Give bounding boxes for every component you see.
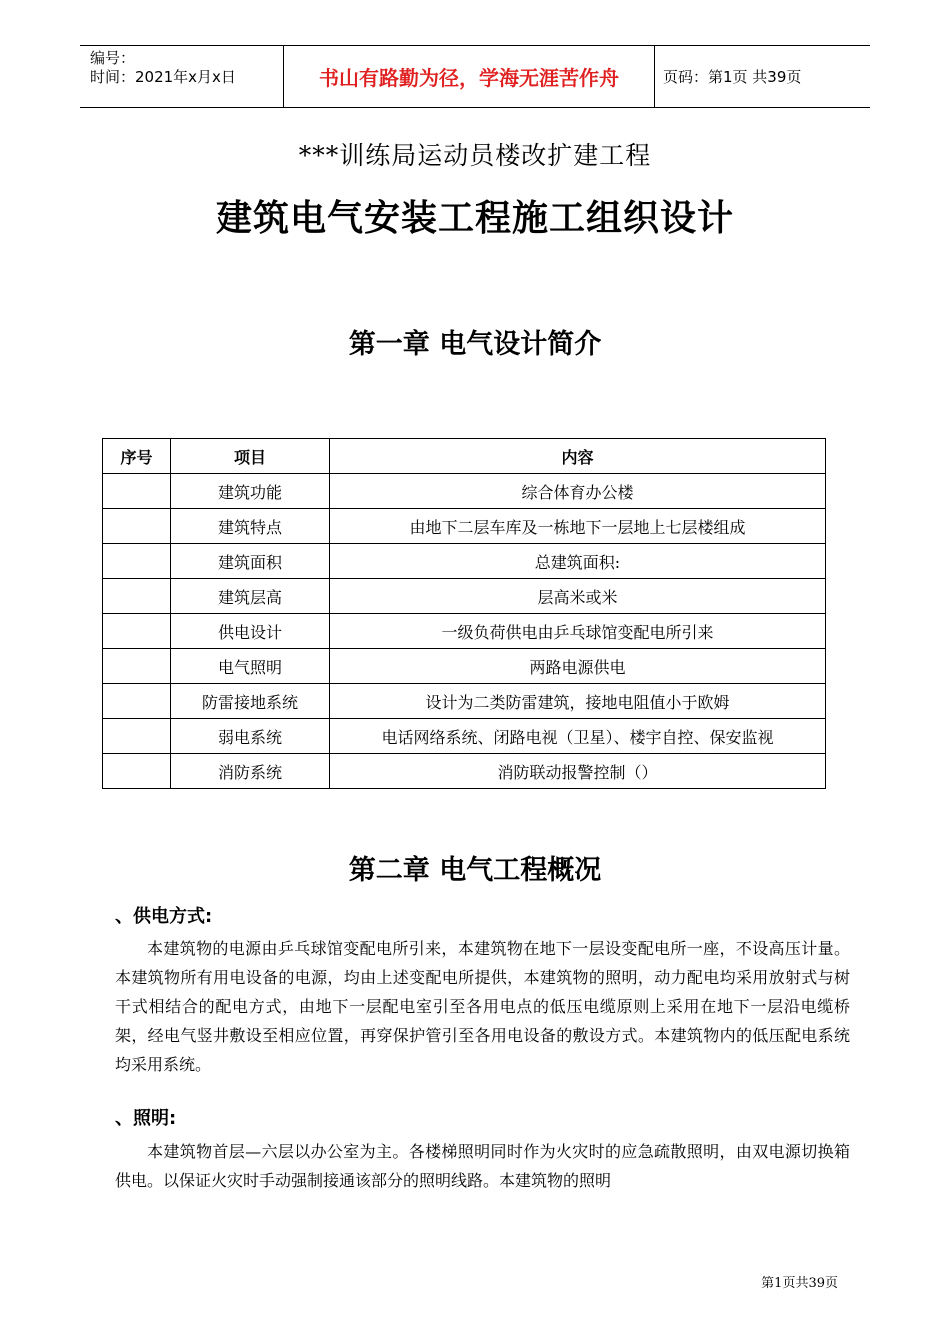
table-cell-content: 层高米或米 (330, 579, 826, 614)
table-cell-item: 消防系统 (171, 754, 330, 789)
document-number-label: 编号： (90, 49, 136, 67)
table-cell-item: 建筑特点 (171, 509, 330, 544)
table-cell-item: 弱电系统 (171, 719, 330, 754)
table-cell-content: 电话网络系统、闭路电视（卫星）、楼宇自控、保安监视 (330, 719, 826, 754)
table-row (103, 579, 826, 614)
document-time-label: 时间：2021年x月x日 (90, 68, 236, 86)
table-cell-content: 由地下二层车库及一栋地下一层地上七层楼组成 (330, 509, 826, 544)
table-header-row (103, 439, 826, 474)
table-cell-index (103, 579, 171, 614)
table-cell-index (103, 719, 171, 754)
table-cell-index (103, 684, 171, 719)
section-power-supply-body (115, 934, 850, 1079)
table-row (103, 544, 826, 579)
column-header-content: 内容 (330, 439, 826, 474)
page-footer: 第1页共39页 (761, 1276, 838, 1291)
section-lighting-heading: 、照明: (115, 1108, 177, 1129)
table-cell-index (103, 509, 171, 544)
table-row (103, 474, 826, 509)
table-row (103, 754, 826, 789)
section-power-supply-heading: 、供电方式: (115, 906, 213, 927)
project-title: ***训练局运动员楼改扩建工程 (298, 141, 652, 170)
table-row (103, 509, 826, 544)
table-row (103, 684, 826, 719)
table-cell-index (103, 649, 171, 684)
table-cell-content: 设计为二类防雷建筑，接地电阻值小于欧姆 (330, 684, 826, 719)
paragraph: 本建筑物首层—六层以办公室为主。各楼梯照明同时作为火灾时的应急疏散照明，由双电源切换箱供电。以保证火灾时手动强制接通该部分的照明线路。本建筑物的照明 (115, 1142, 850, 1190)
table-cell-content: 总建筑面积: (330, 544, 826, 579)
header-page-code: 页码：第1页 共39页 (663, 68, 802, 86)
document-title: 建筑电气安装工程施工组织设计 (215, 198, 734, 239)
table-cell-item: 电气照明 (171, 649, 330, 684)
table-cell-item: 建筑功能 (171, 474, 330, 509)
table-cell-item: 供电设计 (171, 614, 330, 649)
table-cell-index (103, 754, 171, 789)
table-row (103, 614, 826, 649)
table-cell-content: 两路电源供电 (330, 649, 826, 684)
chapter-1-title: 第一章 电气设计简介 (348, 329, 602, 360)
table-cell-item: 防雷接地系统 (171, 684, 330, 719)
paragraph: 本建筑物的电源由乒乓球馆变配电所引来，本建筑物在地下一层设变配电所一座，不设高压计量。本建筑物所有用电设备的电源，均由上述变配电所提供，本建筑物的照明，动力配电均采用放射式与树干式相结合的配电方式，由地下一层配电室引至各用电点的低压电缆原则上采用在地下一层沿电缆桥架，经电气竖井敷设至相应位置，再穿保护管引至各用电设备的敷设方式。本建筑物内的低压配电系统均采用系统。 (115, 939, 850, 1074)
table-cell-item: 建筑层高 (171, 579, 330, 614)
header-meta (80, 46, 283, 107)
section-lighting-body (115, 1137, 850, 1195)
table-cell-content: 一级负荷供电由乒乓球馆变配电所引来 (330, 614, 826, 649)
table-cell-content: 综合体育办公楼 (330, 474, 826, 509)
table-cell-content: 消防联动报警控制（） (330, 754, 826, 789)
column-header-item: 项目 (171, 439, 330, 474)
table-cell-index (103, 614, 171, 649)
chapter-2-title: 第二章 电气工程概况 (348, 855, 602, 886)
header-motto: 书山有路勤为径，学海无涯苦作舟 (283, 46, 655, 107)
page-header (80, 45, 870, 108)
design-summary-table (102, 438, 826, 789)
column-header-index: 序号 (103, 439, 171, 474)
table-row (103, 719, 826, 754)
table-cell-item: 建筑面积 (171, 544, 330, 579)
table-row (103, 649, 826, 684)
table-cell-index (103, 544, 171, 579)
table-cell-index (103, 474, 171, 509)
